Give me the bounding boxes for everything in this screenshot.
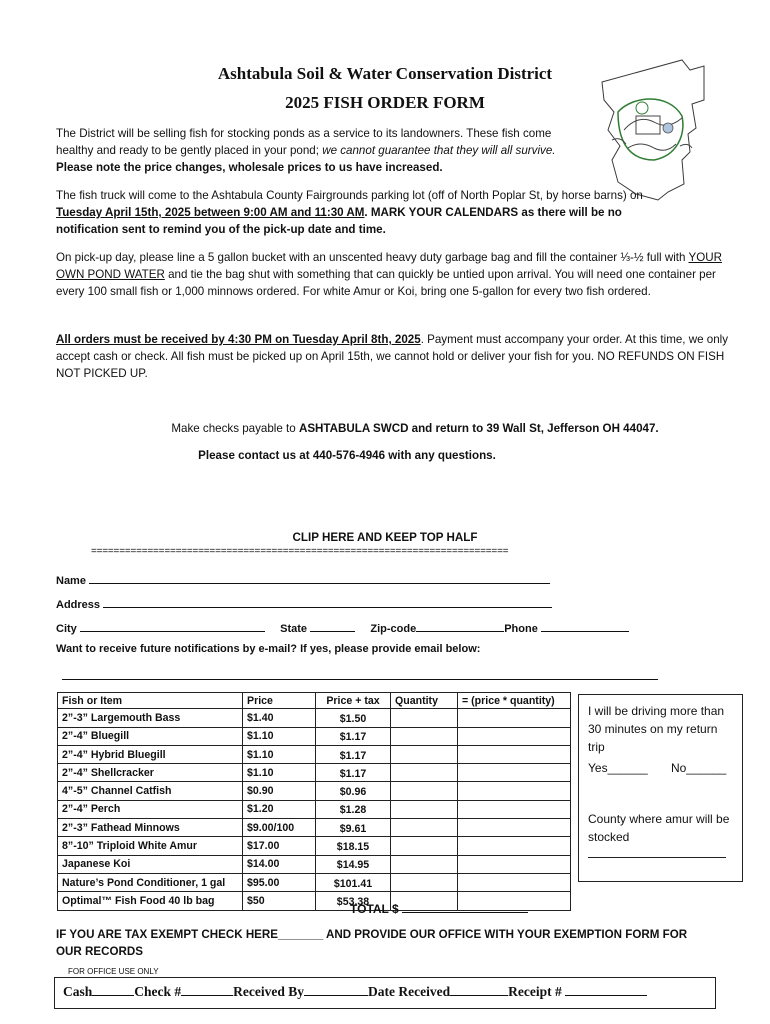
deadline-paragraph (56, 331, 736, 382)
no-option[interactable]: No______ (670, 761, 727, 775)
city-label: City (56, 623, 77, 635)
quantity-cell[interactable] (391, 745, 458, 763)
name-field[interactable] (56, 572, 550, 587)
item-name: 2”-3” Fathead Minnows (58, 819, 243, 837)
item-name: 8”-10” Triploid White Amur (58, 837, 243, 855)
item-price: $0.90 (243, 782, 316, 800)
payment-policy-text: . Payment must accompany your order. At this time, we only accept cash or check. All fish must be picked up on April 15th, we cannot hold or deliver your fish for you. NO REFUNDS ON FISH NOT PICKED UP. (56, 333, 729, 380)
clip-separator: ========================================================================== (91, 546, 509, 557)
total-input-line[interactable] (402, 901, 528, 913)
item-price: $17.00 (243, 837, 316, 855)
total-cell[interactable] (458, 764, 571, 782)
item-name: 2”-3” Largemouth Bass (58, 709, 243, 727)
pickup-location-text: The fish truck will come to the Ashtabula County Fairgrounds parking lot (off of North Poplar St, by horse barns) on (56, 189, 643, 202)
quantity-cell[interactable] (391, 764, 458, 782)
item-price-tax: $0.96 (316, 782, 391, 800)
item-price-tax: $101.41 (316, 873, 391, 891)
total-cell[interactable] (458, 873, 571, 891)
state-label: State (280, 623, 308, 635)
quantity-cell[interactable] (391, 800, 458, 818)
item-price: $14.00 (243, 855, 316, 873)
total-field[interactable] (350, 901, 528, 916)
county-map-logo-icon (598, 56, 706, 204)
intro-text: The District will be selling fish for stocking ponds as a service to its landowners. These fish come healthy and ready to be gently placed in your pond; (56, 127, 552, 157)
cash-line[interactable] (92, 984, 134, 996)
name-label: Name (56, 575, 86, 587)
item-price-tax: $1.17 (316, 745, 391, 763)
table-row (58, 764, 571, 782)
item-price-tax: $1.28 (316, 800, 391, 818)
total-label: TOTAL $ (350, 902, 399, 916)
item-price: $1.40 (243, 709, 316, 727)
total-cell[interactable] (458, 819, 571, 837)
calendar-notice: . MARK YOUR CALENDARS as there will be no notification sent to remind you of the pick-up date and time. (56, 206, 622, 236)
col-header-item: Fish or Item (58, 693, 243, 709)
table-row (58, 727, 571, 745)
quantity-cell[interactable] (391, 873, 458, 891)
item-name: Japanese Koi (58, 855, 243, 873)
state-input-line[interactable] (310, 620, 355, 632)
table-row (58, 855, 571, 873)
item-price: $95.00 (243, 873, 316, 891)
address-input-line[interactable] (103, 596, 552, 608)
table-row (58, 709, 571, 727)
total-cell[interactable] (458, 745, 571, 763)
office-use-fields (63, 984, 647, 1000)
total-cell[interactable] (458, 709, 571, 727)
phone-label: Phone (504, 623, 538, 635)
page-title: Ashtabula Soil & Water Conservation District (217, 64, 553, 83)
quantity-cell[interactable] (391, 782, 458, 800)
order-table (57, 692, 571, 911)
payable-instructions (30, 422, 770, 435)
item-price-tax: $1.17 (316, 727, 391, 745)
county-prompt: County where amur will be stocked (588, 812, 730, 844)
name-input-line[interactable] (89, 572, 550, 584)
item-name: 4”-5” Channel Catfish (58, 782, 243, 800)
yes-option[interactable]: Yes______ (588, 761, 648, 775)
item-price: $1.10 (243, 727, 316, 745)
total-cell[interactable] (458, 855, 571, 873)
table-row (58, 873, 571, 891)
item-price: $50 (243, 892, 316, 910)
item-name: Optimal™ Fish Food 40 lb bag (58, 892, 243, 910)
total-cell[interactable] (458, 837, 571, 855)
email-input-line[interactable] (62, 679, 658, 680)
col-header-total: = (price * quantity) (458, 693, 571, 709)
table-row (58, 837, 571, 855)
table-row (58, 819, 571, 837)
form-subtitle: 2025 FISH ORDER FORM (285, 93, 485, 112)
pickup-date: Tuesday April 15th, 2025 between 9:00 AM and 11:30 AM (56, 206, 365, 219)
item-price-tax: $18.15 (316, 837, 391, 855)
quantity-cell[interactable] (391, 855, 458, 873)
received-by-line[interactable] (304, 984, 368, 996)
item-price-tax: $53.38 (316, 892, 391, 910)
col-header-quantity: Quantity (391, 693, 458, 709)
zip-label: Zip-code (370, 623, 417, 635)
item-price-tax: $1.50 (316, 709, 391, 727)
received-by-label: Received By (233, 984, 304, 999)
price-change-notice: Please note the price changes, wholesale prices to us have increased. (56, 161, 443, 174)
item-price: $1.10 (243, 745, 316, 763)
phone-input-line[interactable] (541, 620, 629, 632)
city-input-line[interactable] (80, 620, 265, 632)
yes-no-choice[interactable] (588, 761, 738, 775)
bucket-instructions-paragraph (56, 249, 736, 300)
total-cell[interactable] (458, 727, 571, 745)
item-price: $1.10 (243, 764, 316, 782)
table-row (58, 745, 571, 763)
quantity-cell[interactable] (391, 837, 458, 855)
item-price: $1.20 (243, 800, 316, 818)
office-use-label: FOR OFFICE USE ONLY (68, 967, 159, 976)
county-input-line[interactable] (588, 857, 726, 858)
date-received-label: Date Received (368, 984, 451, 999)
address-label: Address (56, 599, 101, 611)
office-use-box (54, 977, 716, 1009)
payable-prefix: Make checks payable to (171, 422, 299, 435)
item-name: 2”-4” Shellcracker (58, 764, 243, 782)
bucket-text-b: and tie the bag shut with something that can quickly be untied upon arrival. You will need one container per every 100 small fish or 1,000 minnows ordered. For white Amur or Koi, bring one 5-gallon for every two fish ordered. (56, 268, 716, 298)
tax-exempt-notice: IF YOU ARE TAX EXEMPT CHECK HERE_______ AND PROVIDE OUR OFFICE WITH YOUR EXEMPTION FORM FOR OUR RECORDS (56, 928, 688, 958)
quantity-cell[interactable] (391, 709, 458, 727)
email-prompt: Want to receive future notifications by e-mail? If yes, please provide email below: (56, 643, 481, 655)
order-deadline: All orders must be received by 4:30 PM on Tuesday April 8th, 2025 (56, 333, 421, 346)
item-price: $9.00/100 (243, 819, 316, 837)
table-header-row (58, 693, 571, 709)
item-price-tax: $1.17 (316, 764, 391, 782)
intro-paragraph (56, 125, 576, 176)
date-received-line[interactable] (450, 984, 508, 996)
item-price-tax: $9.61 (316, 819, 391, 837)
own-pond-water: YOUR OWN POND WATER (56, 251, 722, 281)
total-cell[interactable] (458, 782, 571, 800)
driving-question: I will be driving more than 30 minutes on my return trip (588, 704, 725, 754)
item-name: 2”-4” Hybrid Bluegill (58, 745, 243, 763)
contact-line: Please contact us at 440-576-4946 with any questions. (198, 449, 496, 462)
table-row (58, 782, 571, 800)
item-price-tax: $14.95 (316, 855, 391, 873)
table-row (58, 800, 571, 818)
check-label: Check # (134, 984, 182, 999)
receipt-line[interactable] (565, 984, 647, 996)
col-header-price-tax: Price + tax (316, 693, 391, 709)
address-field[interactable] (56, 596, 552, 611)
trip-info-box (578, 694, 743, 882)
quantity-cell[interactable] (391, 727, 458, 745)
cash-label: Cash (63, 984, 93, 999)
payable-address: ASHTABULA SWCD and return to 39 Wall St, Jefferson OH 44047. (298, 422, 659, 435)
survival-disclaimer: we cannot guarantee that they will all survive. (322, 144, 556, 157)
item-name: 2”-4” Bluegill (58, 727, 243, 745)
bucket-text-a: On pick-up day, please line a 5 gallon bucket with an unscented heavy duty garbage bag and fill the container ⅓-½ full with (56, 251, 689, 264)
quantity-cell[interactable] (391, 819, 458, 837)
city-state-zip-phone-field[interactable] (56, 620, 629, 635)
item-name: Nature’s Pond Conditioner, 1 gal (58, 873, 243, 891)
item-name: 2”-4” Perch (58, 800, 243, 818)
col-header-price: Price (243, 693, 316, 709)
zip-input-line[interactable] (416, 620, 504, 632)
clip-label: CLIP HERE AND KEEP TOP HALF (292, 531, 478, 544)
check-line[interactable] (181, 984, 233, 996)
receipt-label: Receipt # (508, 984, 562, 999)
total-cell[interactable] (458, 800, 571, 818)
pickup-paragraph (56, 187, 656, 238)
